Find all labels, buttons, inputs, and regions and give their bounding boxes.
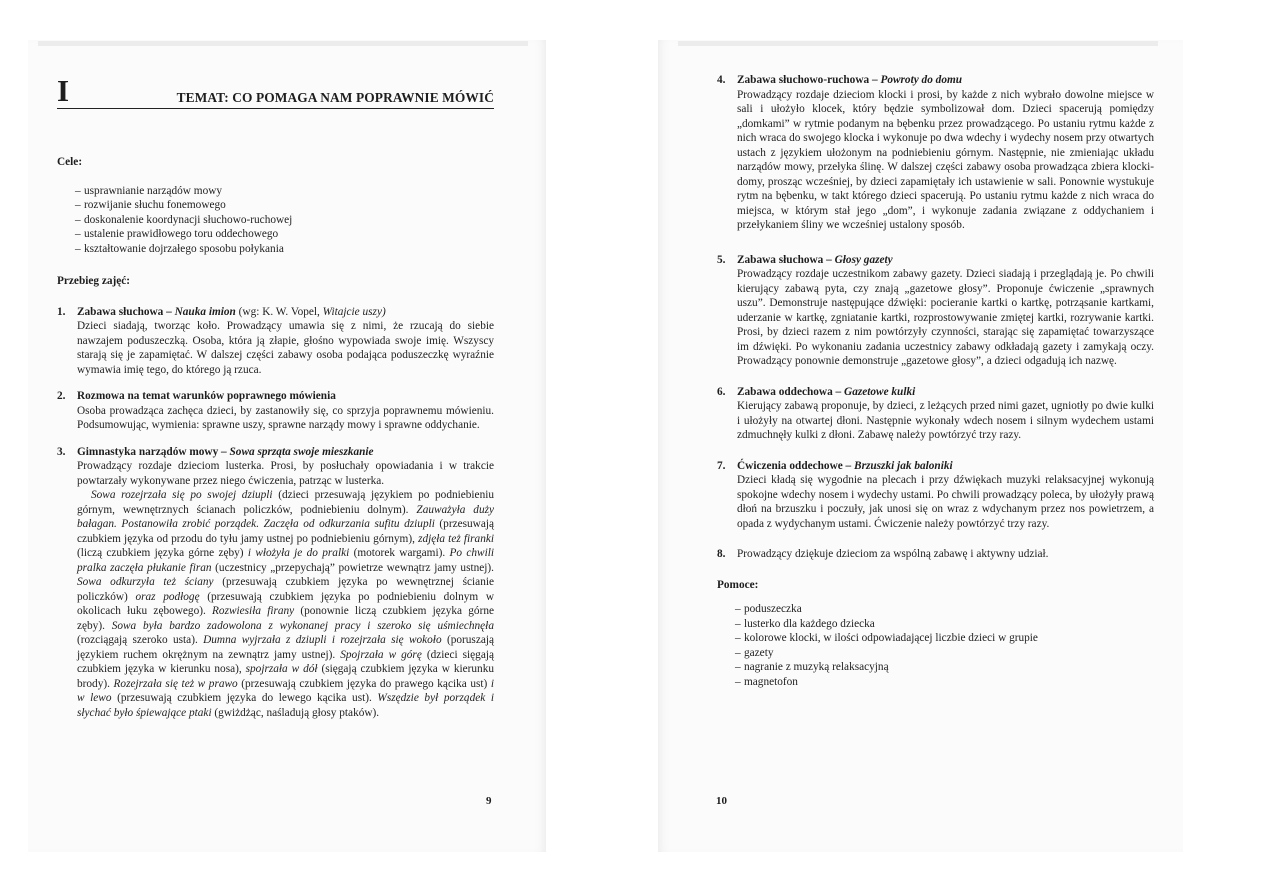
activity-number: 8.: [717, 548, 726, 560]
activity-number: 4.: [717, 74, 726, 86]
chapter-title: TEMAT: CO POMAGA NAM POPRAWNIE MÓWIĆ: [176, 89, 494, 105]
activity-heading: Zabawa oddechowa – Gazetowe kulki: [737, 385, 916, 398]
aid-item: – lusterko dla każdego dziecka: [717, 617, 1154, 632]
activity-number: 2.: [57, 390, 66, 402]
aids-list: [717, 602, 1154, 689]
aid-item: – magnetofon: [717, 675, 1154, 690]
activity-7: [717, 459, 1154, 532]
aid-item: – nagranie z muzyką relaksacyjną: [717, 660, 1154, 675]
activity-body: Prowadzący rozdaje dzieciom klocki i prosi, by każde z nich wybrało dowolne miejsce w sali i ułożyło klocek, który będzie symbolizował dom. Dzieci spacerują pomiędzy „domkami” w rytmie podanym na bębenku przez prowadzącego. Po ustaniu rytmu każde z nich wraca do swojego klocka i wykonuje po dwa wdechy i wydechy nosem przy otwartych ustach z językiem ułożonym na podniebieniu górnym. Następnie, nie zmieniając układu narządów mowy, przełyka ślinę. W dalszej części zabawy osoba prowadząca zbiera klocki-domy, prosząc wcześniej, by dzieci zapamiętały ich ustawienie w sali. Ponownie wystukuje rytm na bębenku, w takt którego dzieci spacerują. Po ustaniu rytmu każde z nich wraca do miejsca, w którym stał jego „dom”, i wykonuje zadania związane z oddychaniem i przełykaniem śliny we wcześniej ustalony sposób.: [737, 88, 1154, 231]
activity-body: Dzieci kładą się wygodnie na plecach i przy dźwiękach muzyki relaksacyjnej wykonują spokojne wdechy nosem i wydechy ustami. Po chwili prowadzący poleca, by ułożyły prawą dłoń na brzuszku i poczuły, jak unosi się on wraz z wdychanym przez nos powietrzem, a opada z wydychanym ustami. Ćwiczenie należy powtórzyć trzy razy.: [737, 474, 1154, 530]
story-paragraph: Sowa rozejrzała się po swojej dziupli (dzieci przesuwają językiem po podniebieniu górnym, wewnętrznych ścianach policzków, podniebieniu dolnym). Zauważyła duży bałagan. Postanowiła zrobić porządek. Zaczęła od odkurzania sufitu dziupli (przesuwają czubkiem języka od przodu do tyłu jamy ustnej po podniebieniu górnym), zdjęła też firanki (liczą czubkiem języka górne zęby) i włożyła je do pralki (motorek wargami). Po chwili pralka zaczęła płukanie firan (uczestnicy „przepychają” powietrze wewnątrz jamy ustnej). Sowa odkurzyła też ściany (przesuwają czubkiem języka po wewnętrznej ścianie policzków) oraz podłogę (przesuwają czubkiem języka po podniebieniu dolnym w okolicach łuku zębowego). Rozwiesiła firany (ponownie liczą czubkiem języka górne zęby). Sowa była bardzo zadowolona z wykonanej pracy i szeroko się uśmiechnęła (rozciągają szeroko usta). Dumna wyjrzała z dziupli i rozejrzała się wokoło (poruszają językiem ruchem okrężnym na zewnątrz jamy ustnej). Spojrzała w górę (dzieci sięgają czubkiem języka w kierunku nosa), spojrzała w dół (sięgają czubkiem języka w kierunku brody). Rozejrzała się też w prawo (przesuwają czubkiem języka do prawego kącika ust) i w lewo (przesuwają czubkiem języka do lewego kącika ust). Wszędzie był porządek i słychać było śpiewające ptaki (gwiżdżąc, naśladują głosy ptaków).: [77, 489, 495, 719]
activity-heading: Zabawa słuchowo-ruchowa – Powroty do domu: [737, 74, 963, 86]
activity-4: [717, 73, 1154, 233]
activity-number: 6.: [717, 385, 726, 398]
course-label: Przebieg zajęć:: [57, 275, 131, 287]
activity-heading: Ćwiczenia oddechowe – Brzuszki jak baloniki: [737, 459, 953, 472]
page-number: 9: [486, 795, 492, 807]
activity-number: 3.: [57, 445, 66, 458]
activity-heading: Rozmowa na temat warunków poprawnego mówienia: [77, 390, 336, 402]
aid-item: – poduszeczka: [717, 602, 1154, 617]
goal-item: – doskonalenie koordynacji słuchowo-ruchowej: [57, 213, 494, 228]
activity-number: 7.: [717, 459, 726, 472]
aid-item: – gazety: [717, 646, 1154, 661]
right-page-content: [717, 73, 1154, 707]
bleed-through-strip: [38, 41, 528, 46]
activity-body: Prowadzący rozdaje uczestnikom zabawy gazety. Dzieci siadają i przeglądają je. Po chwili kierujący zabawą pyta, czy znają „gazetowe głosy”. Proponuje ćwiczenie „sprawnych uszu”. Demonstruje następujące dźwięki: pocieranie kartki o kartkę, potrząsanie kartkami, uderzanie w kartkę, zgniatanie kartki, rozprostowywanie zmiętej kartki, rozrywanie kartki. Prosi, by dzieci razem z nim powtórzyły czynności, starając się zapamiętać towarzyszące im dźwięki. Po wykonaniu zadania uczestnicy zabawy odkładają gazety i zamykają oczy. Prowadzący ponownie demonstruje „gazetowe głosy”, a dzieci odgadują ich nazwę.: [737, 268, 1154, 367]
chapter-number: I: [57, 73, 70, 108]
activity-body: Prowadzący dziękuje dzieciom za wspólną zabawę i aktywny udział.: [737, 548, 1049, 560]
goal-item: – rozwijanie słuchu fonemowego: [57, 198, 494, 213]
activity-2: [57, 389, 494, 433]
aids-label: Pomoce:: [717, 578, 759, 591]
activity-heading: Gimnastyka narządów mowy – Sowa sprząta swoje mieszkanie: [77, 445, 374, 458]
aid-item: – kolorowe klocki, w ilości odpowiadającej liczbie dzieci w grupie: [717, 631, 1154, 646]
goal-item: – usprawnianie narządów mowy: [57, 184, 494, 199]
bleed-through-strip: [678, 41, 1158, 46]
activity-body: Dzieci siadają, tworząc koło. Prowadzący umawia się z nimi, że rzucają do siebie nawzajem poduszeczką. Osoba, która ją złapie, głośno wypowiada swoje imię. Wszyscy starają się je zapamiętać. W dalszej części zabawy osoba podająca poduszeczkę wyraźnie wymawia imię tego, do którego ją rzuca.: [77, 320, 494, 376]
activity-body: Osoba prowadząca zachęca dzieci, by zastanowiły się, co sprzyja poprawnemu mówieniu. Podsumowując, wymienia: sprawne uszy, sprawne narządy mowy i sprawne oddychanie.: [77, 404, 494, 431]
activity-heading: Zabawa słuchowa – Nauka imion (wg: K. W. Vopel, Witajcie uszy): [77, 305, 386, 318]
goals-label: Cele:: [57, 156, 83, 168]
goal-item: – kształtowanie dojrzałego sposobu połykania: [57, 242, 494, 257]
goal-item: – ustalenie prawidłowego toru oddechowego: [57, 227, 494, 242]
goals-list: [57, 184, 494, 257]
activity-6: [717, 385, 1154, 443]
page-number: 10: [716, 795, 727, 807]
activity-5: [717, 253, 1154, 369]
activity-heading: Zabawa słuchowa – Głosy gazety: [737, 253, 893, 266]
activity-3: [57, 445, 494, 721]
activity-8: [717, 547, 1154, 562]
left-page-content: [57, 73, 495, 732]
activity-body: Kierujący zabawą proponuje, by dzieci, z leżących przed nimi gazet, ugniotły po dwie kulki i ułożyły na otwartej dłoni. Następnie wykonały wdech nosem i silnym wydechem ustami zdmuchnęły kulki z dłoni. Zabawę należy powtórzyć trzy razy.: [737, 400, 1154, 441]
activity-number: 5.: [717, 253, 726, 266]
chapter-header: [57, 73, 494, 109]
activity-1: [57, 305, 494, 378]
activity-number: 1.: [57, 305, 66, 318]
activity-intro: Prowadzący rozdaje dzieciom lusterka. Prosi, by posłuchały opowiadania i w trakcie powtarzały wykonywane przez niego ćwiczenia, patrząc w lusterka.: [77, 460, 494, 487]
